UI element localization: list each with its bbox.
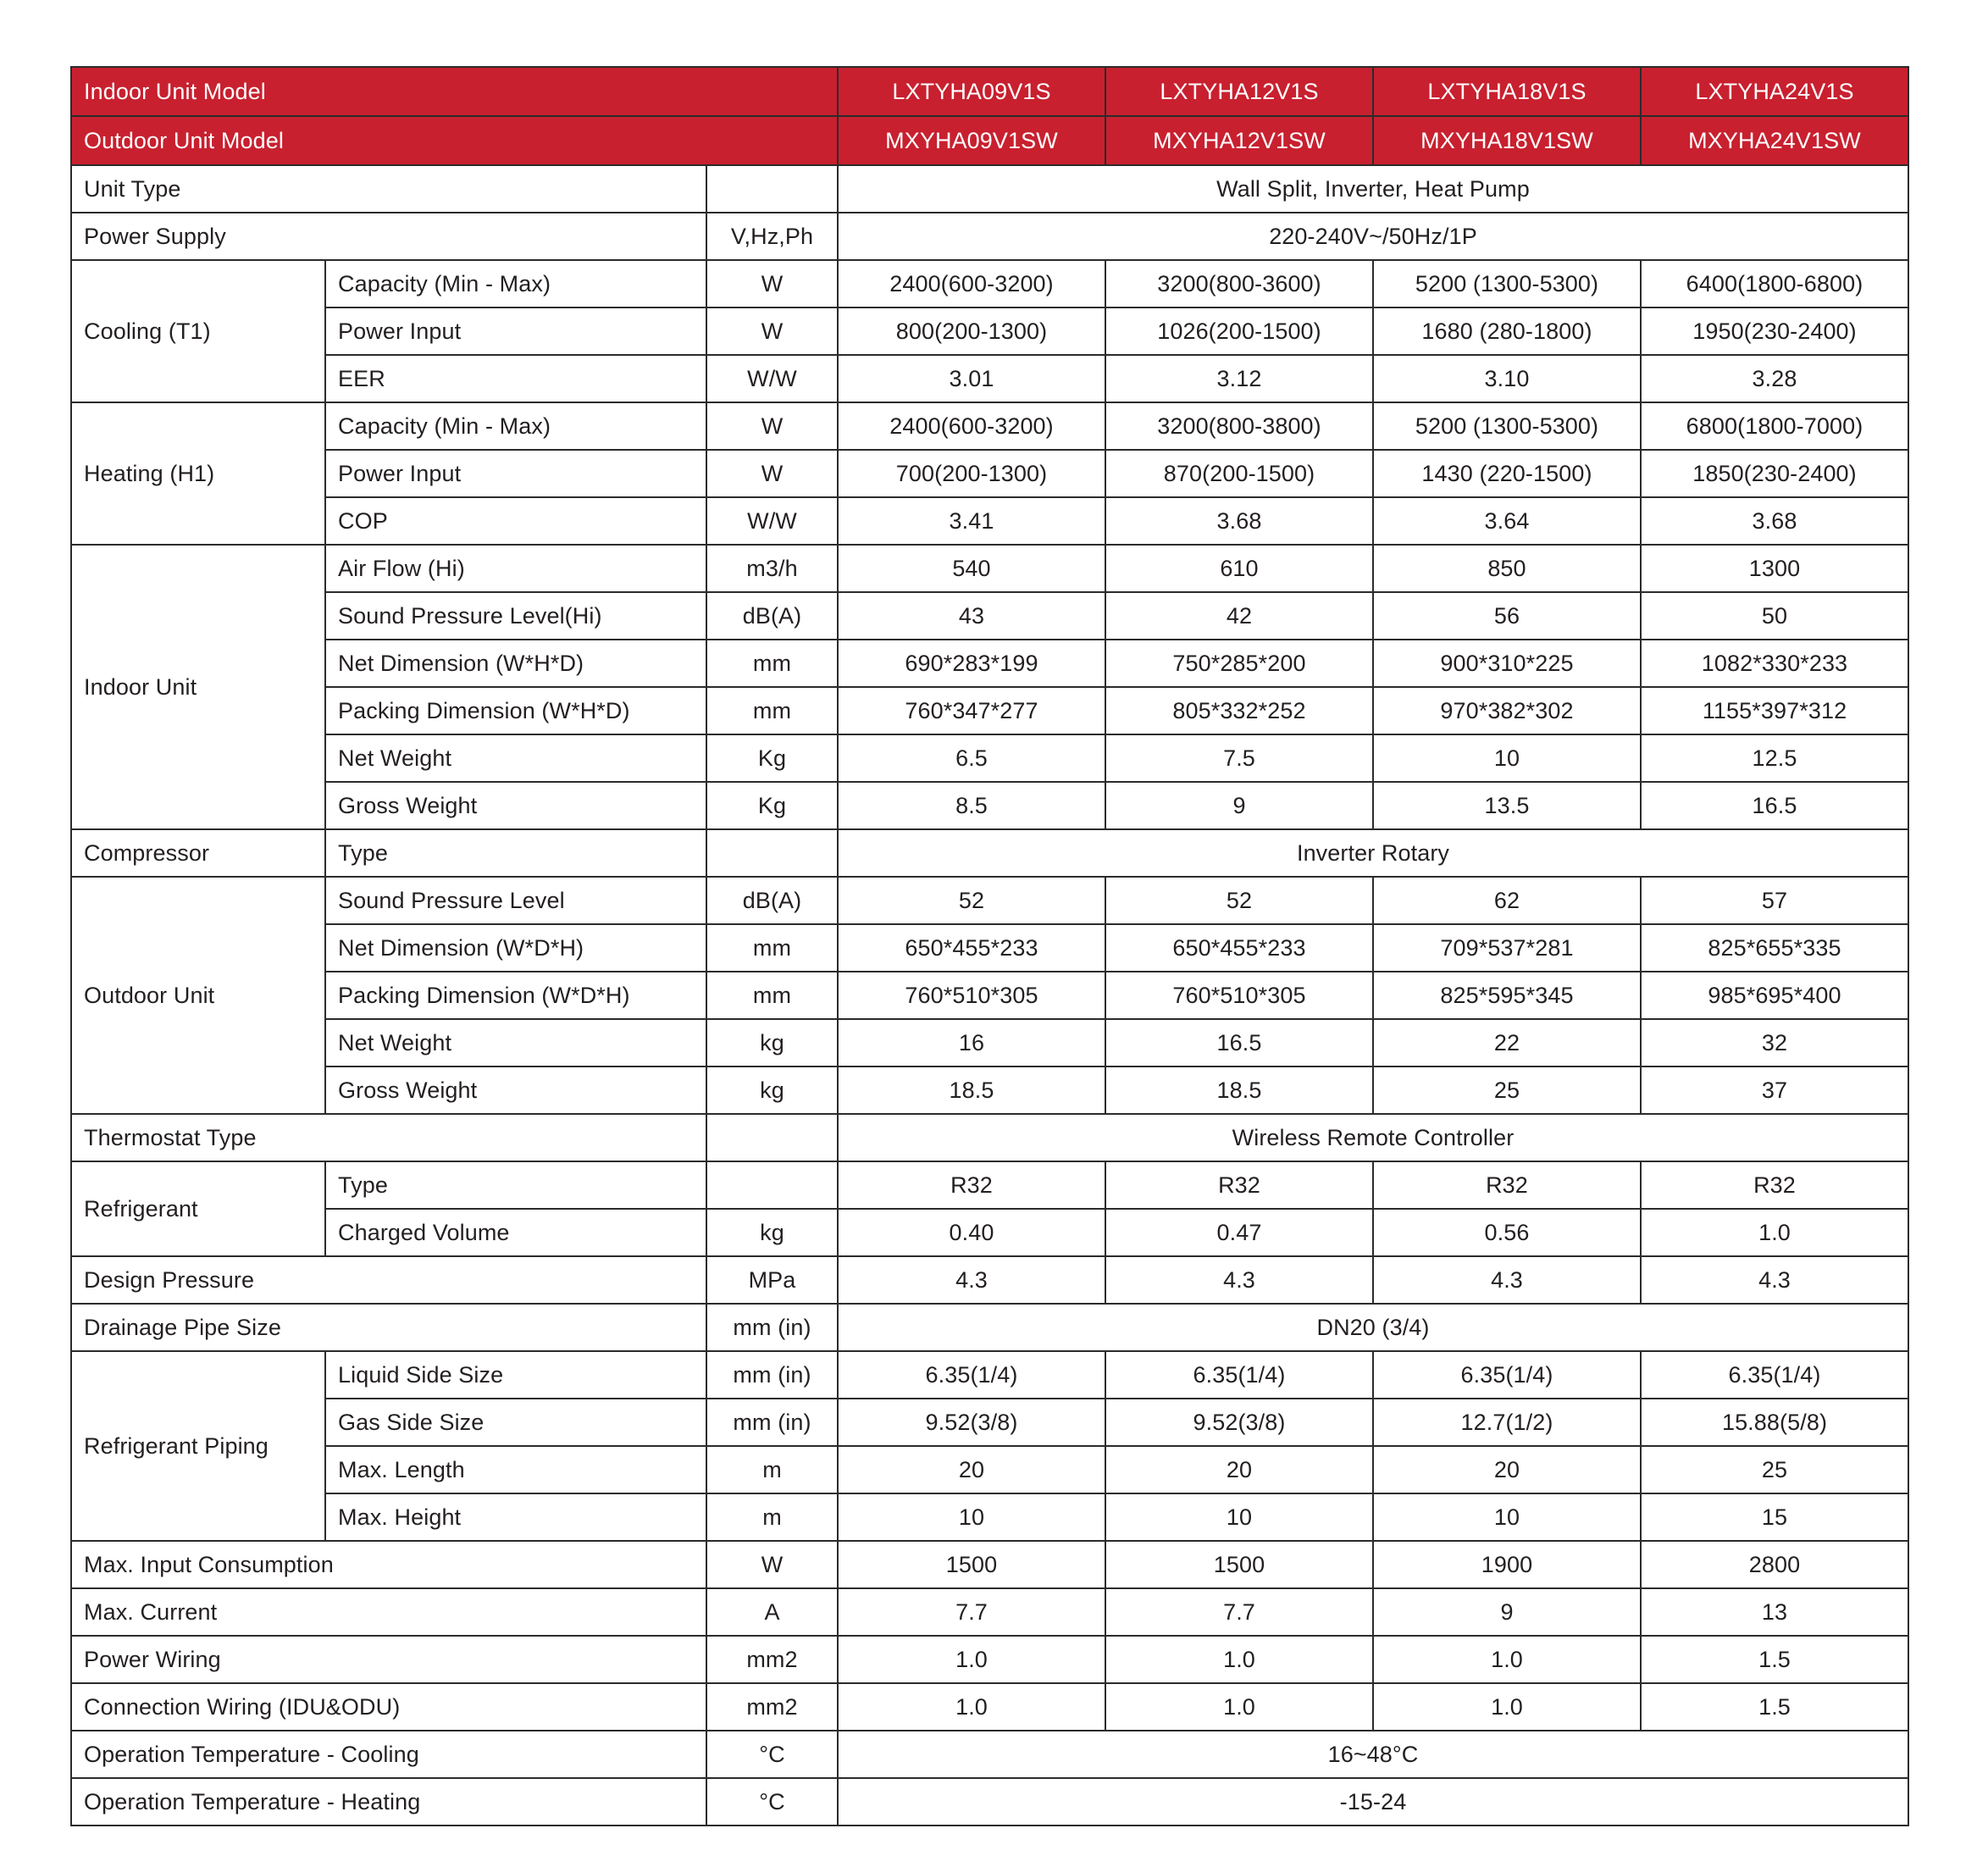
outdoor-gross-weight-24: 37: [1641, 1067, 1908, 1114]
indoor-gross-weight-18: 13.5: [1373, 782, 1641, 829]
refrigerant-volume-unit: kg: [706, 1209, 838, 1256]
row-outdoor-gross-weight: [71, 1067, 1908, 1114]
row-outdoor-packing-dimension: [71, 972, 1908, 1019]
row-max-current: [71, 1588, 1908, 1636]
piping-liquid-09: 6.35(1/4): [838, 1351, 1105, 1399]
heating-capacity-09: 2400(600-3200): [838, 402, 1105, 450]
refrigerant-volume-09: 0.40: [838, 1209, 1105, 1256]
outdoor-model-12: MXYHA12V1SW: [1105, 116, 1373, 165]
piping-max-length-12: 20: [1105, 1446, 1373, 1493]
outdoor-model-18: MXYHA18V1SW: [1373, 116, 1641, 165]
group-indoor-unit: Indoor Unit: [71, 545, 325, 829]
max-input-09: 1500: [838, 1541, 1105, 1588]
outdoor-net-dim-unit: mm: [706, 924, 838, 972]
piping-max-length-09: 20: [838, 1446, 1105, 1493]
heating-capacity-unit: W: [706, 402, 838, 450]
indoor-airflow-unit: m3/h: [706, 545, 838, 592]
power-supply-unit: V,Hz,Ph: [706, 213, 838, 260]
cooling-eer-unit: W/W: [706, 355, 838, 402]
refrigerant-type-18: R32: [1373, 1161, 1641, 1209]
indoor-pack-dim-09: 760*347*277: [838, 687, 1105, 734]
outdoor-gross-weight-label: Gross Weight: [325, 1067, 706, 1114]
max-input-18: 1900: [1373, 1541, 1641, 1588]
connection-wiring-18: 1.0: [1373, 1683, 1641, 1731]
row-refrigerant-charged-volume: [71, 1209, 1908, 1256]
refrigerant-type-09: R32: [838, 1161, 1105, 1209]
indoor-net-weight-label: Net Weight: [325, 734, 706, 782]
indoor-unit-model-label: Indoor Unit Model: [71, 67, 838, 116]
indoor-airflow-label: Air Flow (Hi): [325, 545, 706, 592]
indoor-net-dim-09: 690*283*199: [838, 640, 1105, 687]
row-indoor-sound: [71, 592, 1908, 640]
cooling-capacity-12: 3200(800-3600): [1105, 260, 1373, 307]
max-current-18: 9: [1373, 1588, 1641, 1636]
specification-table: [70, 66, 1909, 1826]
piping-gas-unit: mm (in): [706, 1399, 838, 1446]
heating-capacity-label: Capacity (Min - Max): [325, 402, 706, 450]
outdoor-net-weight-unit: kg: [706, 1019, 838, 1067]
outdoor-net-dim-label: Net Dimension (W*D*H): [325, 924, 706, 972]
power-wiring-label: Power Wiring: [71, 1636, 706, 1683]
indoor-gross-weight-unit: Kg: [706, 782, 838, 829]
piping-gas-24: 15.88(5/8): [1641, 1399, 1908, 1446]
row-unit-type: [71, 165, 1908, 213]
indoor-net-dim-24: 1082*330*233: [1641, 640, 1908, 687]
row-outdoor-sound: [71, 877, 1908, 924]
power-supply-value: 220-240V~/50Hz/1P: [838, 213, 1908, 260]
indoor-gross-weight-09: 8.5: [838, 782, 1105, 829]
heating-power-input-12: 870(200-1500): [1105, 450, 1373, 497]
outdoor-net-weight-label: Net Weight: [325, 1019, 706, 1067]
heating-power-input-unit: W: [706, 450, 838, 497]
compressor-type-unit: [706, 829, 838, 877]
indoor-pack-dim-24: 1155*397*312: [1641, 687, 1908, 734]
indoor-net-dim-18: 900*310*225: [1373, 640, 1641, 687]
indoor-pack-dim-label: Packing Dimension (W*H*D): [325, 687, 706, 734]
connection-wiring-unit: mm2: [706, 1683, 838, 1731]
indoor-pack-dim-unit: mm: [706, 687, 838, 734]
op-temp-heating-unit: °C: [706, 1778, 838, 1826]
outdoor-net-dim-18: 709*537*281: [1373, 924, 1641, 972]
refrigerant-type-unit: [706, 1161, 838, 1209]
indoor-sound-24: 50: [1641, 592, 1908, 640]
refrigerant-volume-12: 0.47: [1105, 1209, 1373, 1256]
indoor-net-weight-unit: Kg: [706, 734, 838, 782]
heating-power-input-label: Power Input: [325, 450, 706, 497]
cooling-eer-12: 3.12: [1105, 355, 1373, 402]
row-drainage-pipe-size: [71, 1304, 1908, 1351]
outdoor-net-dim-24: 825*655*335: [1641, 924, 1908, 972]
cooling-power-input-24: 1950(230-2400): [1641, 307, 1908, 355]
outdoor-net-dim-09: 650*455*233: [838, 924, 1105, 972]
indoor-net-weight-18: 10: [1373, 734, 1641, 782]
outdoor-model-09: MXYHA09V1SW: [838, 116, 1105, 165]
refrigerant-type-12: R32: [1105, 1161, 1373, 1209]
drainage-value: DN20 (3/4): [838, 1304, 1908, 1351]
row-cooling-eer: [71, 355, 1908, 402]
row-indoor-gross-weight: [71, 782, 1908, 829]
indoor-sound-09: 43: [838, 592, 1105, 640]
piping-gas-label: Gas Side Size: [325, 1399, 706, 1446]
piping-liquid-label: Liquid Side Size: [325, 1351, 706, 1399]
cooling-power-input-18: 1680 (280-1800): [1373, 307, 1641, 355]
row-compressor-type: [71, 829, 1908, 877]
design-pressure-12: 4.3: [1105, 1256, 1373, 1304]
cooling-capacity-24: 6400(1800-6800): [1641, 260, 1908, 307]
row-thermostat-type: [71, 1114, 1908, 1161]
thermostat-unit: [706, 1114, 838, 1161]
unit-type-label: Unit Type: [71, 165, 706, 213]
compressor-type-value: Inverter Rotary: [838, 829, 1908, 877]
design-pressure-24: 4.3: [1641, 1256, 1908, 1304]
power-supply-label: Power Supply: [71, 213, 706, 260]
piping-gas-18: 12.7(1/2): [1373, 1399, 1641, 1446]
op-temp-cooling-value: 16~48°C: [838, 1731, 1908, 1778]
piping-max-height-24: 15: [1641, 1493, 1908, 1541]
outdoor-pack-dim-09: 760*510*305: [838, 972, 1105, 1019]
piping-max-height-unit: m: [706, 1493, 838, 1541]
cooling-power-input-12: 1026(200-1500): [1105, 307, 1373, 355]
refrigerant-volume-18: 0.56: [1373, 1209, 1641, 1256]
piping-max-height-09: 10: [838, 1493, 1105, 1541]
indoor-airflow-09: 540: [838, 545, 1105, 592]
refrigerant-type-label: Type: [325, 1161, 706, 1209]
outdoor-pack-dim-12: 760*510*305: [1105, 972, 1373, 1019]
design-pressure-18: 4.3: [1373, 1256, 1641, 1304]
op-temp-cooling-label: Operation Temperature - Cooling: [71, 1731, 706, 1778]
row-indoor-net-weight: [71, 734, 1908, 782]
connection-wiring-09: 1.0: [838, 1683, 1105, 1731]
group-refrigerant-piping: Refrigerant Piping: [71, 1351, 325, 1541]
piping-gas-12: 9.52(3/8): [1105, 1399, 1373, 1446]
row-cooling-power-input: [71, 307, 1908, 355]
max-current-unit: A: [706, 1588, 838, 1636]
row-piping-max-height: [71, 1493, 1908, 1541]
heating-cop-12: 3.68: [1105, 497, 1373, 545]
indoor-sound-unit: dB(A): [706, 592, 838, 640]
outdoor-sound-24: 57: [1641, 877, 1908, 924]
row-piping-max-length: [71, 1446, 1908, 1493]
max-input-12: 1500: [1105, 1541, 1373, 1588]
outdoor-pack-dim-18: 825*595*345: [1373, 972, 1641, 1019]
row-heating-cop: [71, 497, 1908, 545]
unit-type-unit: [706, 165, 838, 213]
outdoor-pack-dim-label: Packing Dimension (W*D*H): [325, 972, 706, 1019]
cooling-capacity-18: 5200 (1300-5300): [1373, 260, 1641, 307]
indoor-gross-weight-label: Gross Weight: [325, 782, 706, 829]
row-operation-temperature-heating: [71, 1778, 1908, 1826]
piping-max-length-18: 20: [1373, 1446, 1641, 1493]
indoor-net-weight-09: 6.5: [838, 734, 1105, 782]
heating-power-input-18: 1430 (220-1500): [1373, 450, 1641, 497]
indoor-gross-weight-24: 16.5: [1641, 782, 1908, 829]
op-temp-cooling-unit: °C: [706, 1731, 838, 1778]
thermostat-label: Thermostat Type: [71, 1114, 706, 1161]
piping-max-height-12: 10: [1105, 1493, 1373, 1541]
header-row-indoor: [71, 67, 1908, 116]
group-outdoor-unit: Outdoor Unit: [71, 877, 325, 1114]
heating-cop-unit: W/W: [706, 497, 838, 545]
row-indoor-packing-dimension: [71, 687, 1908, 734]
outdoor-net-weight-24: 32: [1641, 1019, 1908, 1067]
row-piping-liquid-side: [71, 1351, 1908, 1399]
cooling-capacity-09: 2400(600-3200): [838, 260, 1105, 307]
indoor-net-dim-12: 750*285*200: [1105, 640, 1373, 687]
max-current-09: 7.7: [838, 1588, 1105, 1636]
cooling-power-input-09: 800(200-1300): [838, 307, 1105, 355]
heating-capacity-12: 3200(800-3800): [1105, 402, 1373, 450]
piping-max-length-24: 25: [1641, 1446, 1908, 1493]
outdoor-sound-unit: dB(A): [706, 877, 838, 924]
power-wiring-12: 1.0: [1105, 1636, 1373, 1683]
outdoor-pack-dim-unit: mm: [706, 972, 838, 1019]
heating-capacity-18: 5200 (1300-5300): [1373, 402, 1641, 450]
indoor-sound-18: 56: [1373, 592, 1641, 640]
drainage-label: Drainage Pipe Size: [71, 1304, 706, 1351]
outdoor-net-weight-12: 16.5: [1105, 1019, 1373, 1067]
heating-power-input-24: 1850(230-2400): [1641, 450, 1908, 497]
outdoor-net-dim-12: 650*455*233: [1105, 924, 1373, 972]
max-current-label: Max. Current: [71, 1588, 706, 1636]
unit-type-value: Wall Split, Inverter, Heat Pump: [838, 165, 1908, 213]
indoor-model-18: LXTYHA18V1S: [1373, 67, 1641, 116]
indoor-sound-12: 42: [1105, 592, 1373, 640]
row-power-supply: [71, 213, 1908, 260]
cooling-eer-24: 3.28: [1641, 355, 1908, 402]
outdoor-unit-model-label: Outdoor Unit Model: [71, 116, 838, 165]
outdoor-gross-weight-12: 18.5: [1105, 1067, 1373, 1114]
row-max-input-consumption: [71, 1541, 1908, 1588]
row-refrigerant-type: [71, 1161, 1908, 1209]
row-heating-power-input: [71, 450, 1908, 497]
power-wiring-unit: mm2: [706, 1636, 838, 1683]
indoor-net-weight-12: 7.5: [1105, 734, 1373, 782]
row-indoor-airflow: [71, 545, 1908, 592]
piping-gas-09: 9.52(3/8): [838, 1399, 1105, 1446]
indoor-airflow-18: 850: [1373, 545, 1641, 592]
heating-cop-18: 3.64: [1373, 497, 1641, 545]
outdoor-gross-weight-09: 18.5: [838, 1067, 1105, 1114]
indoor-net-dim-unit: mm: [706, 640, 838, 687]
group-compressor: Compressor: [71, 829, 325, 877]
cooling-power-input-unit: W: [706, 307, 838, 355]
design-pressure-unit: MPa: [706, 1256, 838, 1304]
row-indoor-net-dimension: [71, 640, 1908, 687]
power-wiring-24: 1.5: [1641, 1636, 1908, 1683]
cooling-eer-18: 3.10: [1373, 355, 1641, 402]
row-outdoor-net-weight: [71, 1019, 1908, 1067]
refrigerant-volume-label: Charged Volume: [325, 1209, 706, 1256]
drainage-unit: mm (in): [706, 1304, 838, 1351]
piping-liquid-18: 6.35(1/4): [1373, 1351, 1641, 1399]
outdoor-gross-weight-18: 25: [1373, 1067, 1641, 1114]
piping-max-length-label: Max. Length: [325, 1446, 706, 1493]
outdoor-sound-09: 52: [838, 877, 1105, 924]
refrigerant-type-24: R32: [1641, 1161, 1908, 1209]
row-power-wiring: [71, 1636, 1908, 1683]
heating-capacity-24: 6800(1800-7000): [1641, 402, 1908, 450]
indoor-model-12: LXTYHA12V1S: [1105, 67, 1373, 116]
compressor-type-label: Type: [325, 829, 706, 877]
piping-max-length-unit: m: [706, 1446, 838, 1493]
row-heating-capacity: [71, 402, 1908, 450]
cooling-eer-09: 3.01: [838, 355, 1105, 402]
heating-cop-09: 3.41: [838, 497, 1105, 545]
op-temp-heating-label: Operation Temperature - Heating: [71, 1778, 706, 1826]
indoor-model-09: LXTYHA09V1S: [838, 67, 1105, 116]
power-wiring-09: 1.0: [838, 1636, 1105, 1683]
piping-liquid-unit: mm (in): [706, 1351, 838, 1399]
outdoor-gross-weight-unit: kg: [706, 1067, 838, 1114]
max-input-24: 2800: [1641, 1541, 1908, 1588]
row-outdoor-net-dimension: [71, 924, 1908, 972]
indoor-net-dim-label: Net Dimension (W*H*D): [325, 640, 706, 687]
connection-wiring-12: 1.0: [1105, 1683, 1373, 1731]
max-input-label: Max. Input Consumption: [71, 1541, 706, 1588]
heating-cop-label: COP: [325, 497, 706, 545]
outdoor-net-weight-09: 16: [838, 1019, 1105, 1067]
indoor-airflow-24: 1300: [1641, 545, 1908, 592]
heating-cop-24: 3.68: [1641, 497, 1908, 545]
outdoor-sound-label: Sound Pressure Level: [325, 877, 706, 924]
indoor-sound-label: Sound Pressure Level(Hi): [325, 592, 706, 640]
max-input-unit: W: [706, 1541, 838, 1588]
design-pressure-label: Design Pressure: [71, 1256, 706, 1304]
power-wiring-18: 1.0: [1373, 1636, 1641, 1683]
outdoor-sound-12: 52: [1105, 877, 1373, 924]
piping-liquid-24: 6.35(1/4): [1641, 1351, 1908, 1399]
heating-power-input-09: 700(200-1300): [838, 450, 1105, 497]
row-cooling-capacity: [71, 260, 1908, 307]
row-operation-temperature-cooling: [71, 1731, 1908, 1778]
indoor-airflow-12: 610: [1105, 545, 1373, 592]
indoor-model-24: LXTYHA24V1S: [1641, 67, 1908, 116]
outdoor-net-weight-18: 22: [1373, 1019, 1641, 1067]
cooling-capacity-label: Capacity (Min - Max): [325, 260, 706, 307]
group-cooling-t1: Cooling (T1): [71, 260, 325, 402]
thermostat-value: Wireless Remote Controller: [838, 1114, 1908, 1161]
outdoor-pack-dim-24: 985*695*400: [1641, 972, 1908, 1019]
outdoor-sound-18: 62: [1373, 877, 1641, 924]
piping-liquid-12: 6.35(1/4): [1105, 1351, 1373, 1399]
refrigerant-volume-24: 1.0: [1641, 1209, 1908, 1256]
cooling-eer-label: EER: [325, 355, 706, 402]
header-row-outdoor: [71, 116, 1908, 165]
piping-max-height-label: Max. Height: [325, 1493, 706, 1541]
row-piping-gas-side: [71, 1399, 1908, 1446]
row-design-pressure: [71, 1256, 1908, 1304]
outdoor-model-24: MXYHA24V1SW: [1641, 116, 1908, 165]
max-current-24: 13: [1641, 1588, 1908, 1636]
design-pressure-09: 4.3: [838, 1256, 1105, 1304]
op-temp-heating-value: -15-24: [838, 1778, 1908, 1826]
indoor-pack-dim-18: 970*382*302: [1373, 687, 1641, 734]
cooling-capacity-unit: W: [706, 260, 838, 307]
indoor-gross-weight-12: 9: [1105, 782, 1373, 829]
connection-wiring-24: 1.5: [1641, 1683, 1908, 1731]
max-current-12: 7.7: [1105, 1588, 1373, 1636]
indoor-net-weight-24: 12.5: [1641, 734, 1908, 782]
piping-max-height-18: 10: [1373, 1493, 1641, 1541]
cooling-power-input-label: Power Input: [325, 307, 706, 355]
group-heating-h1: Heating (H1): [71, 402, 325, 545]
indoor-pack-dim-12: 805*332*252: [1105, 687, 1373, 734]
group-refrigerant: Refrigerant: [71, 1161, 325, 1256]
row-connection-wiring: [71, 1683, 1908, 1731]
connection-wiring-label: Connection Wiring (IDU&ODU): [71, 1683, 706, 1731]
